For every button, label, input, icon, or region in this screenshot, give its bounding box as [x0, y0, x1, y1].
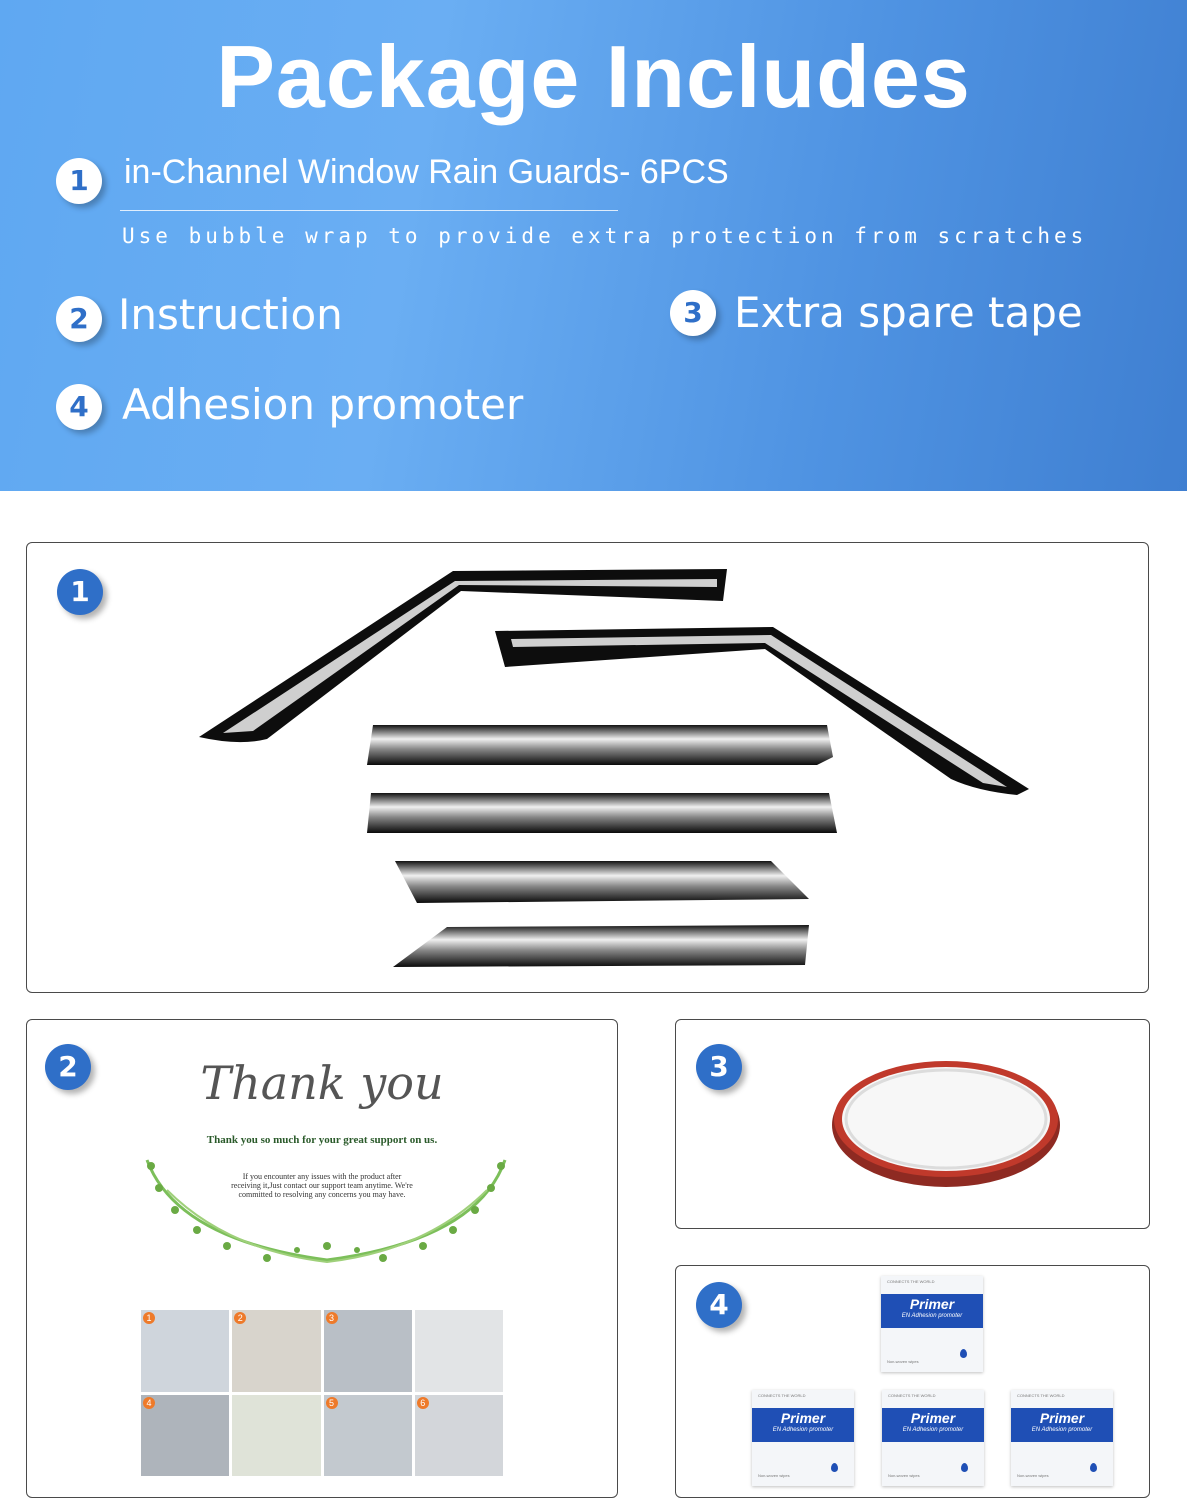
- step-number: 3: [326, 1312, 338, 1324]
- droplet-icon: [960, 1349, 967, 1358]
- item-number-1: 1: [56, 158, 102, 204]
- droplet-icon: [1090, 1463, 1097, 1472]
- item-number-4: 4: [56, 384, 102, 430]
- item-label-instruction: Instruction: [118, 290, 343, 339]
- item-label-spare-tape: Extra spare tape: [734, 288, 1083, 337]
- panel-spare-tape: [675, 1019, 1150, 1229]
- panel-badge-2: 2: [45, 1044, 91, 1090]
- item-label-rain-guards: in-Channel Window Rain Guards- 6PCS: [124, 153, 729, 191]
- droplet-icon: [961, 1463, 968, 1472]
- panel-badge-4: 4: [696, 1282, 742, 1328]
- step-image-3: [324, 1310, 412, 1392]
- sachet-brand: Primer: [909, 1296, 955, 1312]
- sachet-bottom-text: Non-woven wipes: [1017, 1473, 1049, 1478]
- step-image-1: [141, 1310, 229, 1392]
- sachet-brand: Primer: [910, 1410, 956, 1426]
- sachet-subtitle: EN Adhesion promoter: [772, 1427, 834, 1433]
- sachet-brand: Primer: [1039, 1410, 1085, 1426]
- item-label-adhesion-promoter: Adhesion promoter: [122, 380, 524, 429]
- thank-you-subtitle: Thank you so much for your great support on us.: [206, 1134, 438, 1146]
- sachet-subtitle: EN Adhesion promoter: [1031, 1427, 1093, 1433]
- sachet-top-text: CONNECTS THE WORLD: [888, 1393, 936, 1398]
- sachet-top-text: CONNECTS THE WORLD: [758, 1393, 806, 1398]
- rain-guards-image: [27, 543, 1148, 992]
- panel-adhesion-promoter: [675, 1265, 1150, 1498]
- primer-sachet: [752, 1390, 854, 1486]
- header-banner: [0, 0, 1187, 491]
- sachet-bottom-text: Non-woven wipes: [888, 1473, 920, 1478]
- step-number: 2: [234, 1312, 246, 1324]
- step-number: 1: [143, 1312, 155, 1324]
- sachet-subtitle: EN Adhesion promoter: [902, 1427, 964, 1433]
- droplet-icon: [831, 1463, 838, 1472]
- sachet-top-text: CONNECTS THE WORLD: [1017, 1393, 1065, 1398]
- step-image-5: [324, 1395, 412, 1477]
- step-number: 4: [143, 1397, 155, 1409]
- primer-sachet: [1011, 1390, 1113, 1486]
- item-divider: [120, 210, 618, 211]
- step-image-check: [415, 1310, 503, 1392]
- sachet-brand: Primer: [780, 1410, 826, 1426]
- page-title: Package Includes: [216, 27, 971, 126]
- thank-you-title: Thank you: [200, 1056, 444, 1110]
- sachet-subtitle: EN Adhesion promoter: [901, 1313, 963, 1319]
- step-image-6: [415, 1395, 503, 1477]
- thank-you-body: If you encounter any issues with the product after receiving it,Just contact our support team anytime. We're committed to resolving any concerns you may have.: [231, 1172, 413, 1199]
- floral-branch-graphic: [27, 1150, 617, 1290]
- primer-sachet: [882, 1390, 984, 1486]
- primer-sachet: [881, 1276, 983, 1372]
- panel-badge-1: 1: [57, 569, 103, 615]
- panel-badge-3: 3: [696, 1044, 742, 1090]
- step-image-4: [141, 1395, 229, 1477]
- step-image-detail: [232, 1395, 320, 1477]
- step-image-2: [232, 1310, 320, 1392]
- panel-instruction: [26, 1019, 618, 1498]
- sachet-bottom-text: Non-woven wipes: [887, 1359, 919, 1364]
- item-number-3: 3: [670, 290, 716, 336]
- item-number-2: 2: [56, 296, 102, 342]
- item-note-bubble-wrap: Use bubble wrap to provide extra protection from scratches: [122, 224, 1088, 248]
- step-number: 5: [326, 1397, 338, 1409]
- panel-rain-guards: [26, 542, 1149, 993]
- tape-roll-image: [676, 1020, 1149, 1228]
- sachet-top-text: CONNECTS THE WORLD: [887, 1279, 935, 1284]
- installation-steps-grid: [141, 1310, 503, 1476]
- step-number: 6: [417, 1397, 429, 1409]
- sachet-bottom-text: Non-woven wipes: [758, 1473, 790, 1478]
